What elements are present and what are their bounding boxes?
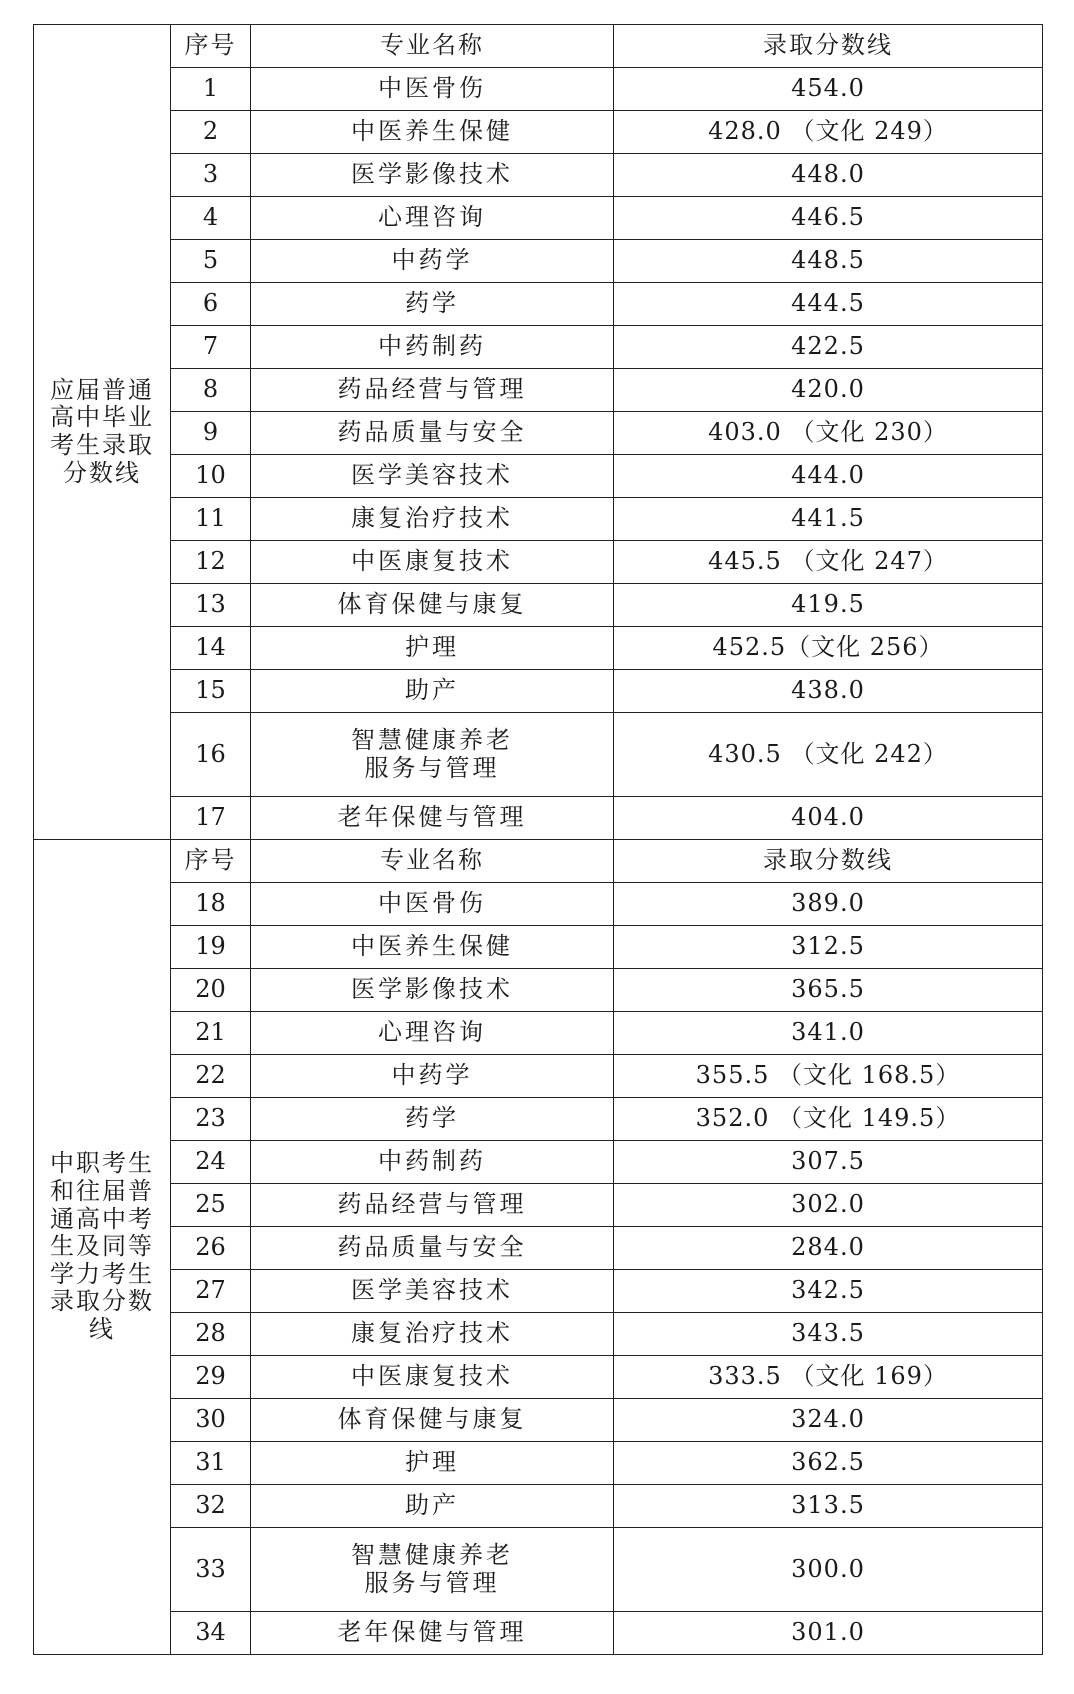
group-label-line: 线 <box>89 1314 115 1343</box>
row-index: 24 <box>171 1141 251 1184</box>
table-row <box>34 1399 1043 1442</box>
major-name-line: 中医养生保健 <box>351 117 513 146</box>
table-row <box>34 1055 1043 1098</box>
major-name-line: 心理咨询 <box>378 203 486 232</box>
major-name-line: 中药制药 <box>378 1147 486 1176</box>
row-index: 8 <box>171 369 251 412</box>
table-row <box>34 883 1043 926</box>
major-name-line: 助产 <box>405 676 459 705</box>
major-name <box>251 326 614 369</box>
table-row <box>34 713 1043 797</box>
admission-score: 422.5 <box>614 326 1043 369</box>
major-name-line: 医学影像技术 <box>351 160 513 189</box>
admission-score: 454.0 <box>614 68 1043 111</box>
group-label-line: 中职考生 <box>50 1149 154 1178</box>
admission-score: 428.0 （文化 249） <box>614 111 1043 154</box>
table-row <box>34 68 1043 111</box>
row-index: 5 <box>171 240 251 283</box>
table-row <box>34 584 1043 627</box>
major-name-line: 药品经营与管理 <box>337 1190 527 1219</box>
major-name <box>251 1012 614 1055</box>
table-row <box>34 969 1043 1012</box>
admission-score: 420.0 <box>614 369 1043 412</box>
table-row <box>34 1612 1043 1655</box>
major-name <box>251 1227 614 1270</box>
admission-score: 333.5 （文化 169） <box>614 1356 1043 1399</box>
major-name-line: 中医骨伤 <box>378 74 486 103</box>
major-name <box>251 68 614 111</box>
row-index: 14 <box>171 627 251 670</box>
group-label-line: 录取分数 <box>50 1287 154 1316</box>
major-name-line: 康复治疗技术 <box>351 1319 513 1348</box>
row-index: 2 <box>171 111 251 154</box>
major-name-line: 心理咨询 <box>378 1018 486 1047</box>
table-row <box>34 455 1043 498</box>
major-name <box>251 713 614 797</box>
admission-score: 301.0 <box>614 1612 1043 1655</box>
group-label-line: 考生录取 <box>50 431 154 459</box>
major-name-line: 药品质量与安全 <box>337 418 527 447</box>
header-score: 录取分数线 <box>614 25 1043 68</box>
major-name <box>251 1356 614 1399</box>
admission-score: 403.0 （文化 230） <box>614 412 1043 455</box>
admission-score: 448.0 <box>614 154 1043 197</box>
admission-score: 342.5 <box>614 1270 1043 1313</box>
header-index: 序号 <box>171 840 251 883</box>
table-row <box>34 197 1043 240</box>
admission-score: 430.5 （文化 242） <box>614 713 1043 797</box>
major-name <box>251 111 614 154</box>
row-index: 21 <box>171 1012 251 1055</box>
major-name <box>251 883 614 926</box>
table-row <box>34 1141 1043 1184</box>
table-row <box>34 1313 1043 1356</box>
major-name <box>251 240 614 283</box>
row-index: 9 <box>171 412 251 455</box>
group-label-line: 学力考生 <box>50 1259 154 1288</box>
admission-score: 284.0 <box>614 1227 1043 1270</box>
table-row <box>34 154 1043 197</box>
major-name-line: 药品质量与安全 <box>337 1233 527 1262</box>
admission-score: 448.5 <box>614 240 1043 283</box>
admission-score: 313.5 <box>614 1485 1043 1528</box>
row-index: 23 <box>171 1098 251 1141</box>
major-name <box>251 1442 614 1485</box>
major-name-line: 中医康复技术 <box>351 1362 513 1391</box>
major-name <box>251 627 614 670</box>
major-name <box>251 1485 614 1528</box>
table-row <box>34 627 1043 670</box>
group-label <box>34 25 171 840</box>
row-index: 25 <box>171 1184 251 1227</box>
table-row <box>34 1528 1043 1612</box>
table-row <box>34 1227 1043 1270</box>
major-name-line: 中药学 <box>391 1061 473 1090</box>
row-index: 29 <box>171 1356 251 1399</box>
major-name <box>251 1184 614 1227</box>
major-name-line: 中药制药 <box>378 332 486 361</box>
header-row <box>34 840 1043 883</box>
header-major: 专业名称 <box>251 840 614 883</box>
admission-score: 446.5 <box>614 197 1043 240</box>
group-label-line: 生及同等 <box>50 1232 154 1261</box>
major-name <box>251 498 614 541</box>
major-name-line: 医学影像技术 <box>351 975 513 1004</box>
table-row <box>34 1098 1043 1141</box>
table-row <box>34 1442 1043 1485</box>
major-name-line: 服务与管理 <box>364 753 500 782</box>
major-name <box>251 412 614 455</box>
admission-score: 302.0 <box>614 1184 1043 1227</box>
admission-score: 355.5 （文化 168.5） <box>614 1055 1043 1098</box>
major-name-line: 中药学 <box>391 246 473 275</box>
major-name <box>251 1612 614 1655</box>
row-index: 22 <box>171 1055 251 1098</box>
admission-score: 362.5 <box>614 1442 1043 1485</box>
group-label-line: 和往届普 <box>50 1177 154 1206</box>
table-row <box>34 111 1043 154</box>
admission-score: 300.0 <box>614 1528 1043 1612</box>
table-row <box>34 1184 1043 1227</box>
table-row <box>34 1356 1043 1399</box>
admission-score: 444.5 <box>614 283 1043 326</box>
table-row <box>34 240 1043 283</box>
row-index: 18 <box>171 883 251 926</box>
major-name <box>251 154 614 197</box>
row-index: 20 <box>171 969 251 1012</box>
major-name-line: 智慧健康养老 <box>351 725 513 754</box>
admission-score: 312.5 <box>614 926 1043 969</box>
table-row <box>34 1485 1043 1528</box>
major-name <box>251 1528 614 1612</box>
major-name <box>251 1141 614 1184</box>
table-row <box>34 326 1043 369</box>
table-row <box>34 1012 1043 1055</box>
major-name-line: 服务与管理 <box>364 1568 500 1597</box>
major-name-line: 护理 <box>405 633 459 662</box>
major-name <box>251 455 614 498</box>
major-name <box>251 197 614 240</box>
admission-score: 352.0 （文化 149.5） <box>614 1098 1043 1141</box>
row-index: 12 <box>171 541 251 584</box>
row-index: 17 <box>171 797 251 840</box>
major-name-line: 护理 <box>405 1448 459 1477</box>
major-name-line: 智慧健康养老 <box>351 1540 513 1569</box>
major-name <box>251 584 614 627</box>
admission-score: 365.5 <box>614 969 1043 1012</box>
row-index: 4 <box>171 197 251 240</box>
admission-score: 389.0 <box>614 883 1043 926</box>
major-name <box>251 1399 614 1442</box>
group-label-line: 通高中考 <box>50 1204 154 1233</box>
major-name-line: 医学美容技术 <box>351 1276 513 1305</box>
major-name <box>251 1055 614 1098</box>
major-name-line: 体育保健与康复 <box>337 1405 527 1434</box>
major-name <box>251 283 614 326</box>
header-index: 序号 <box>171 25 251 68</box>
major-name-line: 药学 <box>405 1104 459 1133</box>
major-name-line: 中医骨伤 <box>378 889 486 918</box>
table-row <box>34 498 1043 541</box>
row-index: 10 <box>171 455 251 498</box>
row-index: 1 <box>171 68 251 111</box>
row-index: 27 <box>171 1270 251 1313</box>
row-index: 7 <box>171 326 251 369</box>
row-index: 30 <box>171 1399 251 1442</box>
row-index: 16 <box>171 713 251 797</box>
major-name <box>251 926 614 969</box>
table-row <box>34 926 1043 969</box>
row-index: 15 <box>171 670 251 713</box>
admission-score: 441.5 <box>614 498 1043 541</box>
major-name <box>251 541 614 584</box>
table-row <box>34 283 1043 326</box>
major-name-line: 老年保健与管理 <box>337 1618 527 1647</box>
table-row <box>34 369 1043 412</box>
major-name <box>251 969 614 1012</box>
major-name-line: 药学 <box>405 289 459 318</box>
admission-score: 445.5 （文化 247） <box>614 541 1043 584</box>
row-index: 28 <box>171 1313 251 1356</box>
table-row <box>34 797 1043 840</box>
major-name <box>251 369 614 412</box>
major-name-line: 老年保健与管理 <box>337 803 527 832</box>
major-name <box>251 1270 614 1313</box>
table-row <box>34 1270 1043 1313</box>
group-label-line: 分数线 <box>63 458 141 487</box>
group-label <box>34 840 171 1655</box>
admission-score: 404.0 <box>614 797 1043 840</box>
row-index: 13 <box>171 584 251 627</box>
major-name <box>251 1313 614 1356</box>
row-index: 6 <box>171 283 251 326</box>
row-index: 3 <box>171 154 251 197</box>
header-row <box>34 25 1043 68</box>
admission-score: 341.0 <box>614 1012 1043 1055</box>
major-name <box>251 797 614 840</box>
major-name-line: 康复治疗技术 <box>351 504 513 533</box>
admission-score: 419.5 <box>614 584 1043 627</box>
admission-score: 324.0 <box>614 1399 1043 1442</box>
major-name <box>251 670 614 713</box>
admission-score: 452.5（文化 256） <box>614 627 1043 670</box>
row-index: 19 <box>171 926 251 969</box>
header-major: 专业名称 <box>251 25 614 68</box>
table-body <box>34 25 1043 1655</box>
admission-score: 444.0 <box>614 455 1043 498</box>
admission-score: 343.5 <box>614 1313 1043 1356</box>
major-name-line: 医学美容技术 <box>351 461 513 490</box>
group-label-line: 应届普通 <box>50 375 154 404</box>
major-name-line: 体育保健与康复 <box>337 590 527 619</box>
admission-score: 438.0 <box>614 670 1043 713</box>
row-index: 31 <box>171 1442 251 1485</box>
row-index: 34 <box>171 1612 251 1655</box>
major-name-line: 中医康复技术 <box>351 547 513 576</box>
major-name-line: 中医养生保健 <box>351 932 513 961</box>
major-name <box>251 1098 614 1141</box>
admission-score-table <box>33 24 1043 1655</box>
header-score: 录取分数线 <box>614 840 1043 883</box>
table-row <box>34 670 1043 713</box>
row-index: 32 <box>171 1485 251 1528</box>
table-row <box>34 412 1043 455</box>
row-index: 33 <box>171 1528 251 1612</box>
admission-score: 307.5 <box>614 1141 1043 1184</box>
row-index: 26 <box>171 1227 251 1270</box>
row-index: 11 <box>171 498 251 541</box>
table-row <box>34 541 1043 584</box>
major-name-line: 药品经营与管理 <box>337 375 527 404</box>
major-name-line: 助产 <box>405 1491 459 1520</box>
group-label-line: 高中毕业 <box>50 403 154 432</box>
